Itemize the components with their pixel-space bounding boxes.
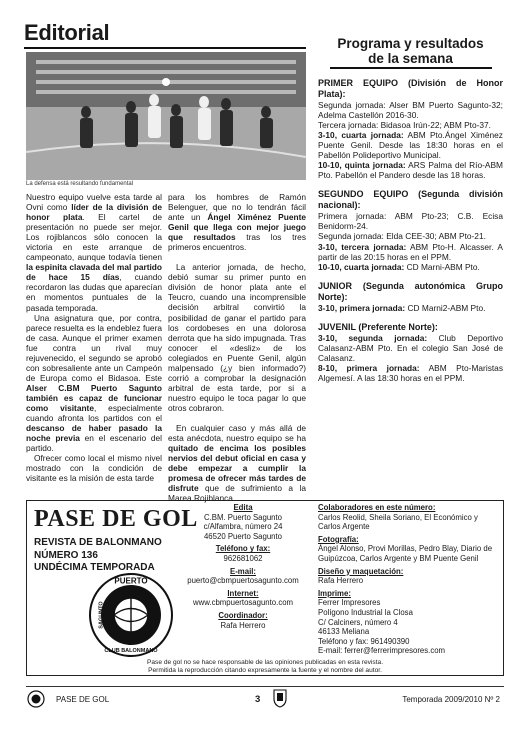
masthead-credits: Colaboradores en este número: Carlos Reolid, Sheila Soriano, El Económico y Carlos Argente Fotografía: Ángel Alonso, Provi Morillas, Pedro Blay, Diario de Guipúzcoa, Carlos Argente y BM Puente Genil Diseño y maquetación: Rafa Herrero Imprime: Ferrer Impresores Polígono Industrial la Closa C/ Calciners, número 4 46133 Meliana Teléfono y fax: 961490390 E-mail: ferrer@ferrerimpresores.com <box>318 503 500 656</box>
programa-title: Programa y resultados de la semana <box>337 36 484 66</box>
programa-line: 3-10, cuarta jornada: ABM Pto.Ángel Ximénez Puente Genil. Desde las 18:30 horas en el Pabellón Polideportivo Municipal. <box>318 130 503 161</box>
handball-photo <box>26 52 306 180</box>
programa-block-head: JUNIOR (Segunda autonómica Grupo Norte): <box>318 280 503 302</box>
logo-text-side: SAGUNTO <box>98 601 105 629</box>
programa-block-head: PRIMER EQUIPO (División de Honor Plata): <box>318 78 503 99</box>
editorial-paragraph: Ofrecer como local el mismo nivel mostrado con la condición de visitante es la misión de esta tarde <box>26 453 162 484</box>
footer-rule <box>26 686 504 687</box>
internet-link[interactable]: www.cbmpuertosagunto.com <box>192 598 294 608</box>
coord-label: Coordinador: <box>218 610 268 620</box>
page-number: 3 <box>255 694 261 705</box>
foto-label: Fotografía: <box>318 534 359 544</box>
editorial-paragraph: para los hombres de Ramón Belenguer, que no lo tendrán fácil ante un Ángel Ximénez Puente Genil que llega con mejor juego que resultados tras los tres primeros encuentros. <box>168 192 306 253</box>
masthead-title: PASE DE GOL <box>34 506 198 532</box>
photo-caption: La defensa está resultando fundamental <box>26 181 134 187</box>
tel-value: 962681062 <box>223 553 263 563</box>
programa-block-head: JUVENIL (Preferente Norte): <box>318 321 438 332</box>
printer-email[interactable]: E-mail: ferrer@ferrerimpresores.com <box>318 646 446 656</box>
editorial-paragraph: Nuestro equipo vuelve esta tarde al Ovni como líder de la división de honor plata. El cartel de presentación no puede ser mejor. Los rojiblancos sólo conocen la victoria en este arranque de campeonato, aunque todavía tienen la espinita clavada del mal partido de hace 15 días, cuando recordaron las dudas que aparecían en momentos puntuales de la pasada temporada. <box>26 192 163 313</box>
editorial-underline <box>24 47 306 49</box>
internet-label: Internet: <box>227 588 259 598</box>
editorial-title: Editorial <box>24 20 110 45</box>
programa-line: 3-10, segunda jornada: Club Deportivo Calasanz-ABM Pto. En el colegio San José de Calasanz. <box>318 332 503 363</box>
club-logo <box>88 572 174 658</box>
footer-season: Temporada 2009/2010 Nº 2 <box>402 695 500 704</box>
programa-block-junior <box>318 281 503 313</box>
programa-line: Primera jornada: ABM Pto-23; C.B. Ecisa Benidorm-24. <box>318 211 503 232</box>
disclaimer: Pase de gol no se hace responsable de las opiniones publicadas en esta revista. Permitida la reproducción citando expresamente la fuente y el nombre del autor. <box>146 659 384 675</box>
imprime-label: Imprime: <box>318 588 351 598</box>
programa-line: 10-10, cuarta jornada: CD Marni-ABM Pto. <box>318 261 480 272</box>
logo-text-top: PUERTO <box>114 576 148 586</box>
tel-label: Teléfono y fax: <box>215 544 271 554</box>
programa-block-juvenil <box>318 322 503 383</box>
programa-line: Segunda jornada: Alser BM Puerto Sagunto-32; Adelma Castellón 2016-30. <box>318 100 503 121</box>
programa-line: 3-10, tercera jornada: ABM Pto-H. Alcasser. A partir de las 20:15 horas en el PPM. <box>318 241 503 262</box>
editorial-paragraph: En cualquier caso y más allá de esta anécdota, nuestro equipo se ha quitado de encima los posibles nervios del debut oficial en casa y debe empezar a cumplir la promesa de ofrecer más tardes de disfrute que de sufrimiento a la Marea Rojiblanca. <box>168 422 306 504</box>
programa-underline <box>330 67 492 69</box>
edita-label: Edita <box>233 503 253 512</box>
footer-club-emblem-icon <box>27 690 45 708</box>
programa-line: Segunda jornada: Elda CEE-30; ABM Pto-21. <box>318 231 486 242</box>
email-label: E-mail: <box>230 566 256 576</box>
programa-line: 10-10, quinta jornada: ARS Palma del Río-ABM Pto. Pabellón el Pandero desde las 18 horas. <box>318 160 503 181</box>
footer-magazine-name: PASE DE GOL <box>56 695 110 704</box>
editorial-column-1 <box>26 192 162 483</box>
editorial-column-2 <box>168 192 306 503</box>
editorial-paragraph: La anterior jornada, de hecho, debió sumar su primer punto en división de honor plata ante el Teucro, cuando una incomprensible decisión arbitral convirtió la posibilidad de ganar el partido para los cordobeses en una dolorosa derrota que ha sido impugnada. Tras conocer el «desliz» de los colegiados en Puente Genil, algún malpensado (¿y bien informado?) corrió a comprobar la designación arbitral de esta tarde, por si a nuestro equipo le toca pagar lo que otros cobraron. <box>168 262 306 413</box>
handball-photo-illustration <box>26 52 306 180</box>
colab-label: Colaboradores en este número: <box>318 503 436 512</box>
logo-text-bottom: CLUB BALONMANO <box>104 648 158 654</box>
programa-block-head: SEGUNDO EQUIPO (Segunda división nacional): <box>318 189 503 211</box>
programa-line: 8-10, primera jornada: ABM Pto-Maristas Algemesí. A las 18:30 horas en el PPM. <box>318 362 503 383</box>
programa-list <box>318 78 503 392</box>
footer-town-crest-icon <box>272 688 288 708</box>
programa-line: 3-10, primera jornada: CD Marni2-ABM Pto. <box>318 302 486 313</box>
email-link[interactable]: puerto@cbmpuertosagunto.com <box>187 576 299 586</box>
masthead-contact: Edita C.BM. Puerto Sagunto c/Alfambra, número 24 46520 Puerto Sagunto Teléfono y fax: 962681062 E-mail: puerto@cbmpuertosagunto.com Internet: www.cbmpuertosagunto.com Coordinador: Rafa Herrero <box>184 503 302 630</box>
masthead-subtitle: REVISTA DE BALONMANO NÚMERO 136 UNDÉCIMA TEMPORADA <box>34 537 162 573</box>
coord-value: Rafa Herrero <box>220 620 266 630</box>
programa-block-segundo-equipo <box>318 189 503 271</box>
programa-block-primer-equipo <box>318 78 503 180</box>
programa-line: Tercera jornada: Bidasoa Irún-22; ABM Pto-37. <box>318 120 491 131</box>
editorial-paragraph: Una asignatura que, por contra, parece resuelta es la endeblez fuera de casa. Aunque el primer examen fue contra un rival muy rejuvenecido, el segundo se aprobó con sobresaliente ante un Campeón de Europa como el Bidasoa. Este Alser C.BM Puerto Sagunto también es capaz de funcionar como visitante, especialmente cuando afronta los partidos con el descanso de haber pasado la noche previa en el escenario del partido. <box>26 312 162 454</box>
diseno-label: Diseño y maquetación: <box>318 566 404 576</box>
